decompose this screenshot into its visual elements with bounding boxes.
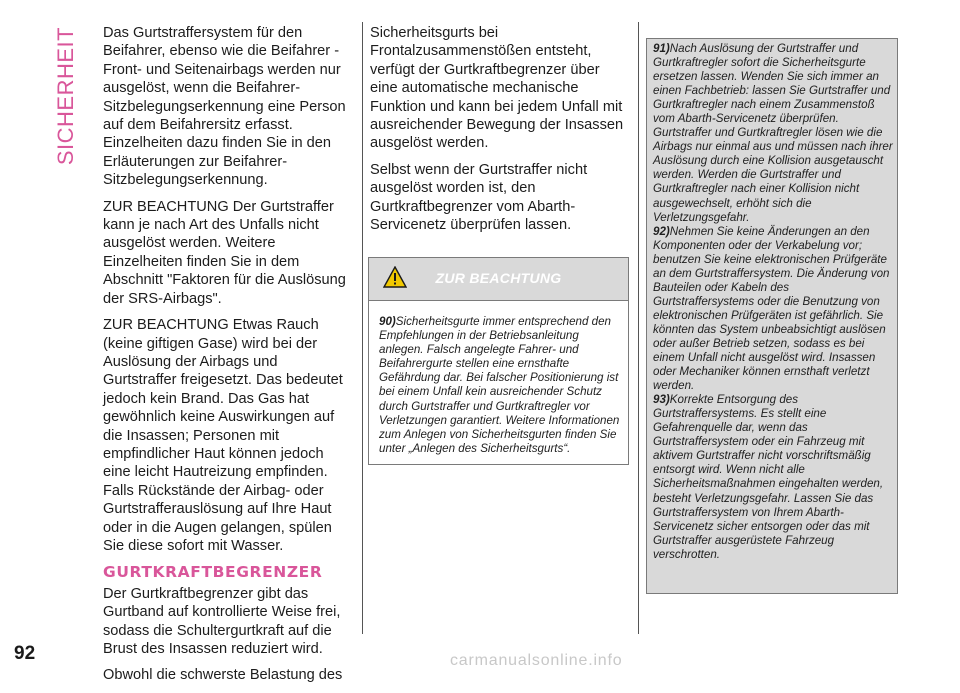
- paragraph: ZUR BEACHTUNG Etwas Rauch (keine giftigen Gase) wird bei der Auslösung der Airbags und Gurtstraffer freigesetzt. Das bedeutet jedoch kein Brand. Das Gas hat gewöhnlich keine Auswirkungen auf die Insassen; Personen mit empfindlicher Haut können jedoch eine leicht Hautreizung empfinden. Falls Rückstände der Airbag- oder Gurtstrafferauslösung auf Ihre Haut oder in die Augen gelangen, spülen Sie diese sofort mit Wasser.: [103, 317, 343, 554]
- note-text: Korrekte Entsorgung des Gurtstraffersystems. Es stellt eine Gefahrenquelle dar, wenn das Gurtstraffersystem oder ein Fahrzeug mit aktivem Gurtstraffer nicht vorschriftsmäßig entsorgt wird. Wenn nicht alle Sicherheitsmaßnahmen eingehalten werden, besteht Verletzungsgefahr. Lassen Sie das Gurtstraffersystem von Ihrem Abarth-Servicenetz sicher entsorgen oder das mit Gurtstraffer ausgerüstete Fahrzeug verschrotten.: [653, 393, 884, 561]
- note-number: 92): [653, 224, 670, 238]
- note-text: Nehmen Sie keine Änderungen an den Komponenten oder der Verkabelung vor; benutzen Sie keine elektronischen Prüfgeräte an dem Gurtstraffersystem. Die Änderung von Bauteilen oder Kabeln des Gurtstraffersystems oder die Benutzung von elektronischen Prüfgeräten ist gefährlich. Sie könnten das System unbeabsichtigt auslösen oder außer Betrieb setzen, sodass es bei einem Unfall nicht ausgelöst wird. Insassen oder Mechaniker können ernsthaft verletzt werden.: [653, 224, 890, 393]
- note-item: [653, 393, 893, 562]
- paragraph: Sicherheitsgurts bei Frontalzusammenstößen entsteht, verfügt der Gurtkraftbegrenzer über eine automatische mechanische Funktion und kann bei jedem Unfall mit ausreichender Bewegung der Insassen ausgelöst werden.: [370, 25, 624, 152]
- note-number: 91): [653, 42, 670, 55]
- paragraph: ZUR BEACHTUNG Der Gurtstraffer kann je nach Art des Unfalls nicht ausgelöst werden. Weitere Einzelheiten finden Sie in dem Abschnitt "Faktoren für die Auslösung der SRS-Airbags".: [103, 198, 346, 307]
- note-item: [653, 225, 893, 394]
- column-divider: [638, 22, 639, 634]
- warning-box: [368, 257, 629, 465]
- section-heading: GURTKRAFTBEGRENZER: [103, 563, 323, 582]
- page-number: 92: [14, 643, 36, 664]
- text-column-middle: [370, 24, 628, 242]
- note-text: Sicherheitsgurte immer entsprechend den Empfehlungen in der Betriebsanleitung anlegen. Falsch angelegte Fahrer- und Beifahrergurte stellen eine ernsthafte Gefährdung dar. Bei falscher Positionierung ist bei einem Unfall kein ausreichender Schutz durch Gurtstraffer und Gurtkraftregler vor Verletzungen garantiert. Weitere Informationen zum Anlegen von Sicherheitsgurten finden Sie unter „Anlegen des Sicherheitsgurts“.: [379, 315, 620, 455]
- note-number: 90): [379, 315, 396, 328]
- column-divider: [362, 22, 363, 634]
- paragraph: Obwohl die schwerste Belastung des: [103, 667, 343, 684]
- text-column-left: [103, 24, 348, 693]
- paragraph: Das Gurtstraffersystem für den Beifahrer, ebenso wie die Beifahrer - Front- und Seitenairbags werden nur ausgelöst, wenn die Beifahrer-Sitzbelegungserkennung eine Person auf dem Beifahrersitz erfasst. Einzelheiten dazu finden Sie in den Erläuterungen zur Beifahrer-Sitzbelegungserkennung.: [103, 25, 346, 189]
- warning-body: [369, 301, 628, 464]
- note-number: 93): [653, 393, 670, 407]
- paragraph: Der Gurtkraftbegrenzer gibt das Gurtband auf kontrollierte Weise frei, sodass die Schultergurtkraft auf die Brust des Insassen reduziert wird.: [103, 585, 341, 657]
- section-title: SICHERHEIT: [53, 26, 78, 166]
- watermark: carmanualsonline.info: [450, 652, 623, 669]
- note-item: [653, 42, 893, 225]
- paragraph: Selbst wenn der Gurtstraffer nicht ausgelöst worden ist, den Gurtkraftbegrenzer vom Abarth-Servicenetz überprüfen lassen.: [370, 161, 588, 234]
- note-text: Nach Auslösung der Gurtstraffer und Gurtkraftregler sofort die Sicherheitsgurte ersetzen lassen. Wenden Sie sich immer an einen Fachbetrieb: lassen Sie Gurtstraffer und Gurtkraftregler nach einem Zusammenstoß vom Abarth-Servicenetz überprüfen. Gurtstraffer und Gurtkraftregler lösen wie die Airbags nur einmal aus und müssen nach ihrer Auslösung durch eine Kollision ausgetauscht werden. Werden die Gurtstraffer und Gurtkraftregler nach einer Kollision nicht ausgewechselt, erhöht sich die Verletzungsgefahr.: [653, 42, 893, 224]
- warning-title: ZUR BEACHTUNG: [435, 270, 562, 286]
- notes-box: [646, 38, 898, 594]
- section-tab: [52, 26, 80, 166]
- warning-header: [369, 258, 628, 301]
